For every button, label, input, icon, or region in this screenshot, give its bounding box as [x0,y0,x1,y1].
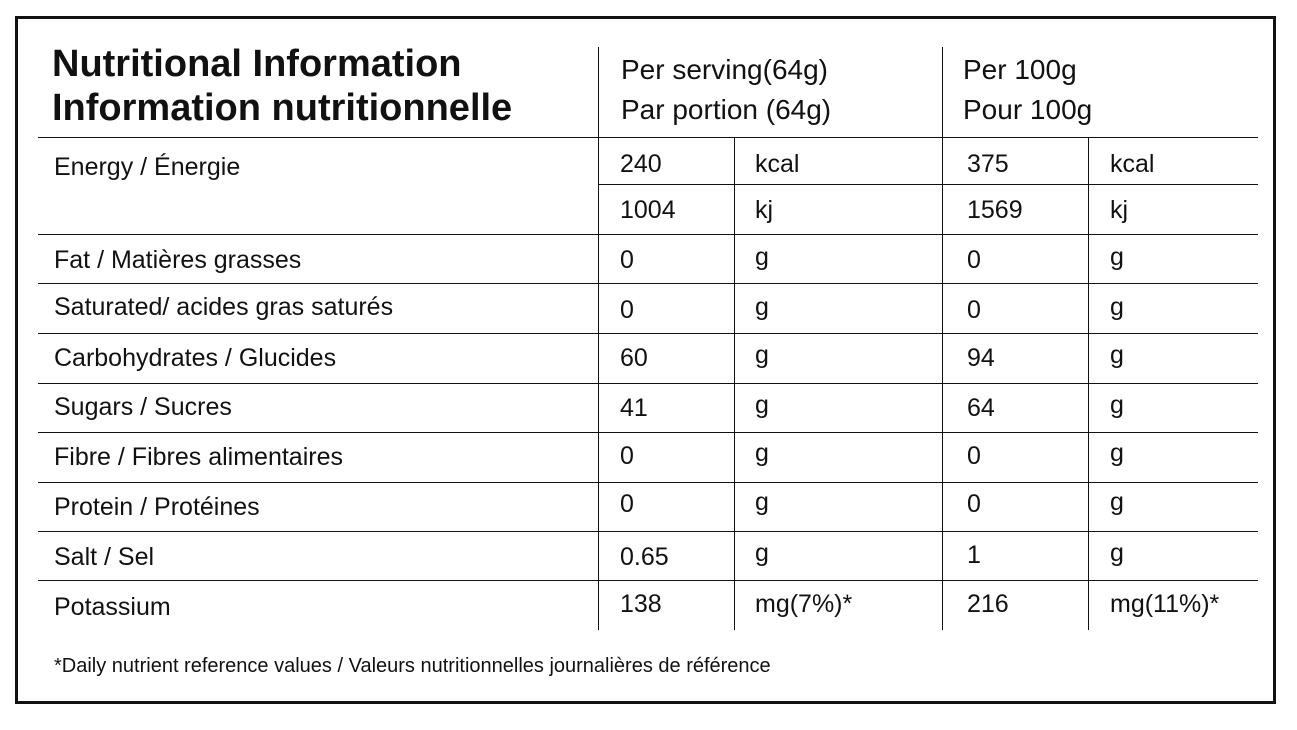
per100-value: 94 [967,344,995,372]
row-rule [38,333,1258,334]
per100-unit: g [1110,243,1124,271]
serving-value: 0.65 [620,543,669,571]
serving-value: 0 [620,490,634,518]
row-label-fat: Fat / Matières grasses [54,246,302,274]
serving-value: 1004 [620,196,676,224]
per100-value: 0 [967,490,981,518]
per100-value: 216 [967,590,1009,618]
title-english: Nutritional Information [52,43,462,85]
row-label-fibre: Fibre / Fibres alimentaires [54,443,343,471]
row-label-protein: Protein / Protéines [54,493,260,521]
row-rule [38,283,1258,284]
energy-split-rule [598,184,1258,185]
per100-unit: g [1110,539,1124,567]
per100-unit: mg(11%)* [1110,590,1220,618]
title-french: Information nutritionnelle [52,87,513,129]
row-label-carbohydrates: Carbohydrates / Glucides [54,344,337,372]
per100-value: 64 [967,394,995,422]
per100-value: 1 [967,541,981,569]
serving-unit: mg(7%)* [755,590,853,618]
row-label-salt: Salt / Sel [54,543,155,571]
row-rule [38,383,1258,384]
serving-value: 41 [620,394,648,422]
per100-value: 375 [967,150,1009,178]
per-100g-header-en: Per 100g [963,54,1077,85]
serving-unit: g [755,539,769,567]
per-serving-header-fr: Par portion (64g) [621,94,832,125]
per-100g-header-fr: Pour 100g [963,94,1093,125]
serving-unit: g [755,391,769,419]
per-serving-header-en: Per serving(64g) [621,54,828,85]
row-rule [38,234,1258,235]
serving-value: 60 [620,344,648,372]
serving-value: 0 [620,442,634,470]
per100-unit: g [1110,293,1124,321]
serving-value: 240 [620,150,662,178]
serving-unit: kj [755,196,774,224]
per100-unit: g [1110,391,1124,419]
per100-value: 0 [967,442,981,470]
per100-value: 0 [967,296,981,324]
row-rule [38,580,1258,581]
row-label-sugars: Sugars / Sucres [54,393,232,421]
serving-unit: g [755,439,769,467]
column-divider-per100 [942,138,943,630]
footnote: *Daily nutrient reference values / Valeurs nutritionnelles journalières de référence [54,655,771,677]
row-rule [38,432,1258,433]
serving-unit: g [755,243,769,271]
header-rule [38,137,1258,138]
serving-unit: g [755,488,769,516]
header-divider-1 [598,47,599,138]
serving-value: 138 [620,590,662,618]
row-label-potassium: Potassium [54,593,171,621]
column-divider-serving [598,138,599,630]
per100-unit: kj [1110,196,1129,224]
serving-unit: g [755,293,769,321]
per100-value: 0 [967,246,981,274]
per100-unit: g [1110,439,1124,467]
column-divider-per100-unit [1088,138,1089,630]
column-divider-serving-unit [734,138,735,630]
per100-value: 1569 [967,196,1023,224]
row-rule [38,531,1258,532]
serving-unit: g [755,341,769,369]
per100-unit: g [1110,488,1124,516]
header-divider-2 [942,47,943,138]
serving-unit: kcal [755,150,800,178]
row-rule [38,482,1258,483]
serving-value: 0 [620,296,634,324]
per100-unit: g [1110,341,1124,369]
per100-unit: kcal [1110,150,1155,178]
serving-value: 0 [620,246,634,274]
row-label-saturated: Saturated/ acides gras saturés [54,293,394,321]
row-label-energy: Energy / Énergie [54,153,241,181]
